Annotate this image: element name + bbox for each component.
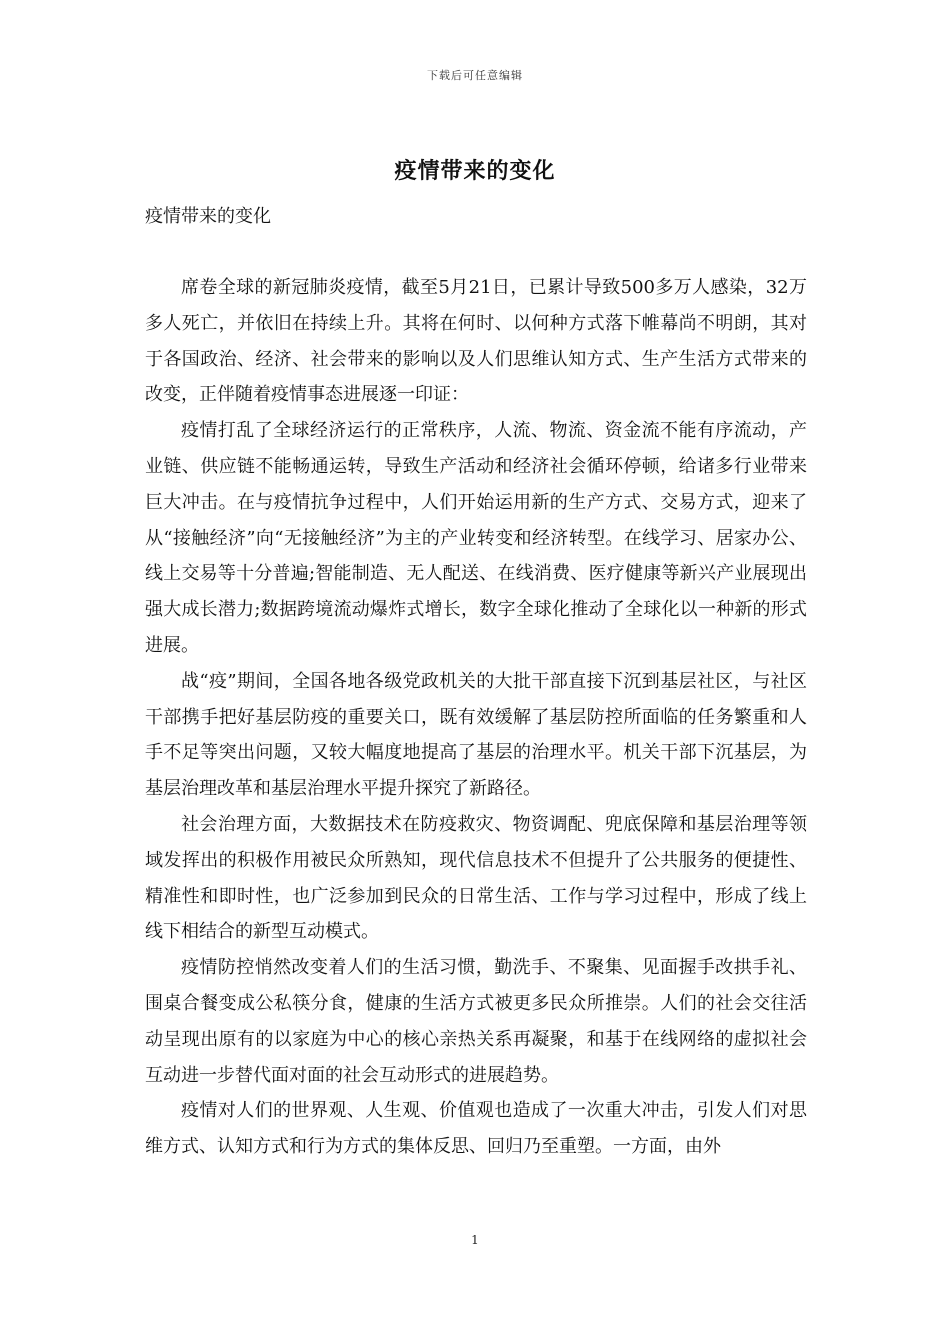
- paragraph: 战“疫”期间，全国各地各级党政机关的大批干部直接下沉到基层社区，与社区干部携手把好基层防疫的重要关口，既有效缓解了基层防控所面临的任务繁重和人手不足等突出问题，又较大幅度地提高了基层的治理水平。机关干部下沉基层，为基层治理改革和基层治理水平提升探究了新路径。: [145, 670, 807, 800]
- paragraph: 疫情防控悄然改变着人们的生活习惯，勤洗手、不聚集、见面握手改拱手礼、围桌合餐变成公私筷分食，健康的生活方式被更多民众所推崇。人们的社会交往活动呈现出原有的以家庭为中心的核心亲热关系再凝聚，和基于在线网络的虚拟社会互动进一步替代面对面的社会互动形式的进展趋势。: [145, 957, 807, 1086]
- paragraph: 社会治理方面，大数据技术在防疫救灾、物资调配、兜底保障和基层治理等领域发挥出的积极作用被民众所熟知，现代信息技术不但提升了公共服务的便捷性、精准性和即时性，也广泛参加到民众的日常生活、工作与学习过程中，形成了线上线下相结合的新型互动模式。: [145, 813, 807, 943]
- paragraph: 疫情打乱了全球经济运行的正常秩序，人流、物流、资金流不能有序流动，产业链、供应链不能畅通运转，导致生产活动和经济社会循环停顿，给诸多行业带来巨大冲击。在与疫情抗争过程中，人们开始运用新的生产方式、交易方式，迎来了从“接触经济”向“无接触经济”为主的产业转变和经济转型。在线学习、居家办公、线上交易等十分普遍;智能制造、无人配送、在线消费、医疗健康等新兴产业展现出强大成长潜力;数据跨境流动爆炸式增长，数字全球化推动了全球化以一种新的形式进展。: [145, 420, 807, 656]
- paragraph: 席卷全球的新冠肺炎疫情，截至5月21日，已累计导致500多万人感染，32万多人死亡，并依旧在持续上升。其将在何时、以何种方式落下帷幕尚不明朗，其对于各国政治、经济、社会带来的影响以及人们思维认知方式、生产生活方式带来的改变，正伴随着疫情事态进展逐一印证：: [145, 277, 807, 406]
- page-header-note: 下载后可任意编辑: [427, 69, 523, 82]
- document-title: 疫情带来的变化: [394, 158, 556, 184]
- document-subtitle: 疫情带来的变化: [145, 206, 271, 227]
- document-body: [145, 270, 807, 1165]
- paragraph: 疫情对人们的世界观、人生观、价值观也造成了一次重大冲击，引发人们对思维方式、认知方式和行为方式的集体反思、回归乃至重塑。一方面，由外: [145, 1100, 807, 1158]
- page-number: 1: [471, 1233, 479, 1247]
